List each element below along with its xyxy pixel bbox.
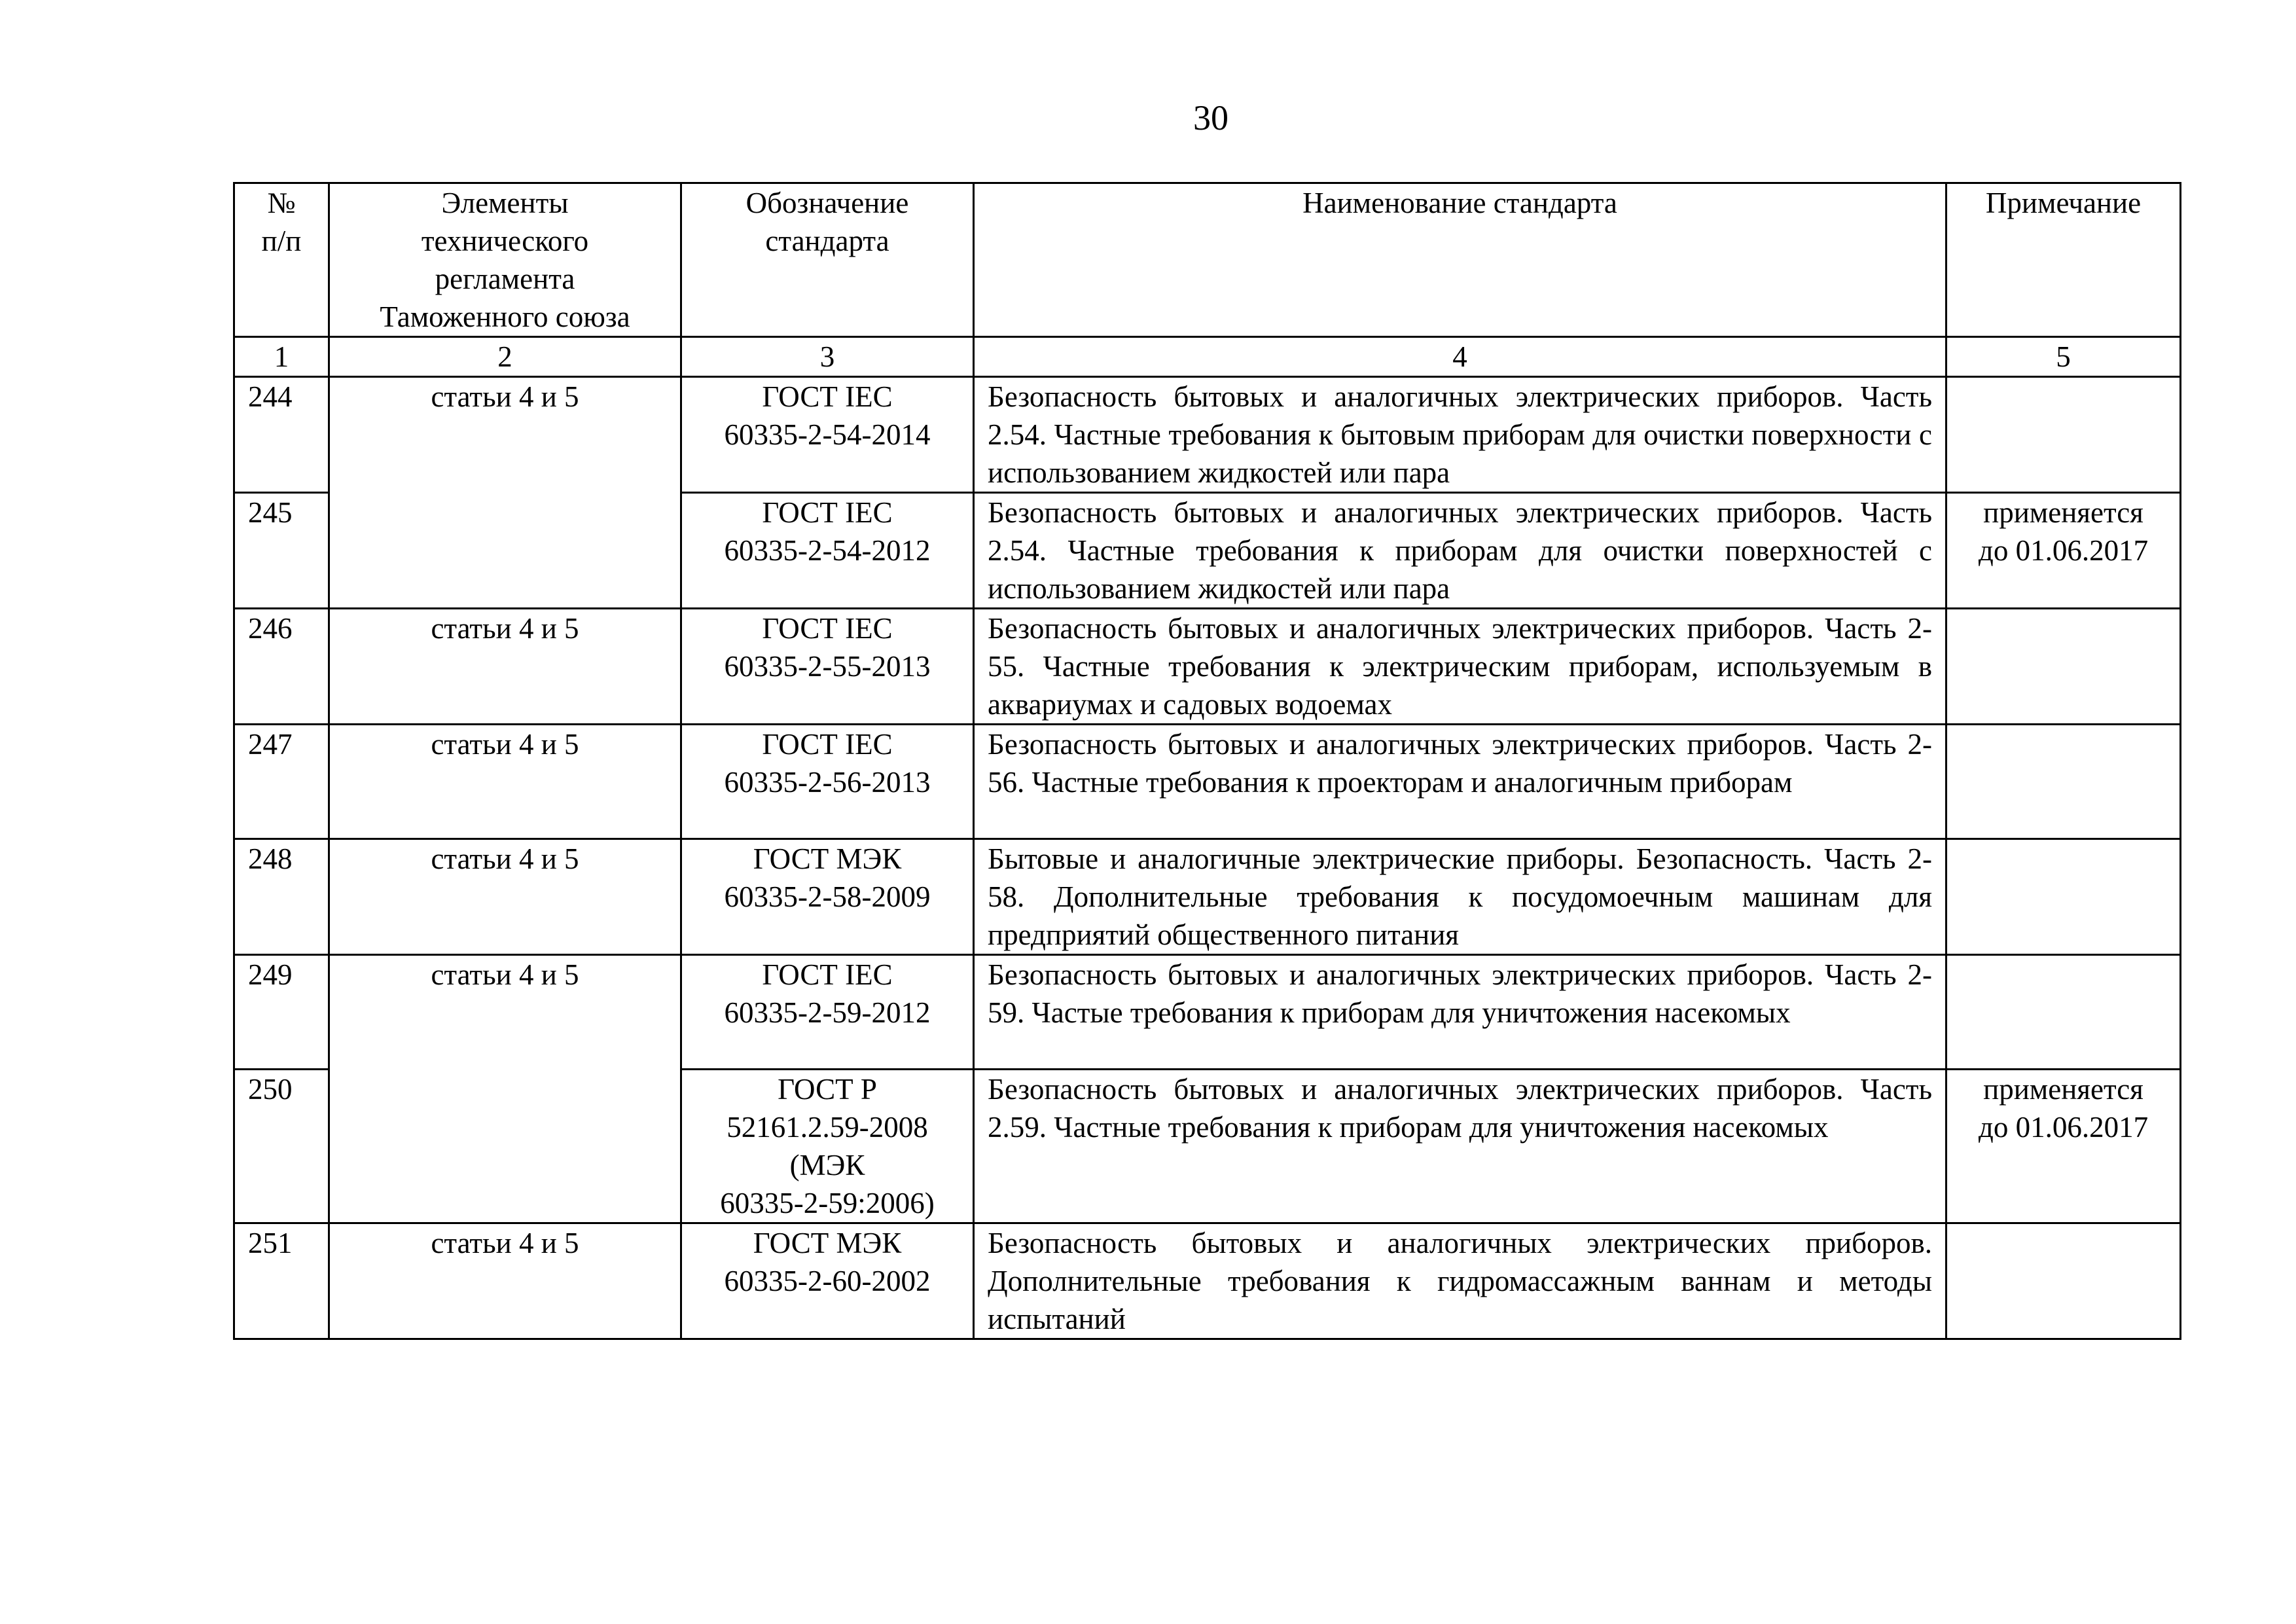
row-standard-name: Бытовые и аналогичные электрические приборы. Безопасность. Часть 2-58. Дополнительные требования к посудомоечным машинам для предприятий общественного питания [974,839,1946,955]
row-designation [681,1070,974,1223]
column-numbers-row [234,337,2181,377]
page-number: 30 [1193,98,1229,137]
header-text: № [267,187,296,219]
row-designation [681,839,974,955]
row-elements: статьи 4 и 5 [329,839,681,955]
row-elements: статьи 4 и 5 [329,377,681,609]
row-note [1946,839,2181,955]
row-note [1946,1223,2181,1339]
row-designation [681,955,974,1070]
standards-table [233,182,2181,1340]
row-standard-name: Безопасность бытовых и аналогичных электрических приборов. Часть 2-59. Частые требования к приборам для уничтожения насекомых [974,955,1946,1070]
table-header-row [234,183,2181,337]
row-number: 244 [234,377,329,493]
designation-line: ГОСТ IEC [762,612,893,645]
designation-line: 60335-2-59-2012 [724,996,931,1029]
row-note [1946,377,2181,493]
row-elements: статьи 4 и 5 [329,1223,681,1339]
header-text: технического [421,225,589,257]
designation-line: ГОСТ Р [778,1073,877,1106]
note-line: до 01.06.2017 [1978,1111,2149,1144]
row-note [1946,609,2181,725]
designation-line: 60335-2-59:2006) [720,1187,935,1219]
row-note [1946,493,2181,609]
table-row [234,955,2181,1070]
row-designation [681,377,974,493]
table-row [234,1223,2181,1339]
header-text: п/п [261,225,302,257]
column-number: 5 [1946,337,2181,377]
column-number: 1 [234,337,329,377]
table-row [234,377,2181,493]
column-number: 2 [329,337,681,377]
row-number: 250 [234,1070,329,1223]
row-standard-name: Безопасность бытовых и аналогичных электрических приборов. Часть 2.54. Частные требования к приборам для очистки поверхностей с использованием жидкостей или пара [974,493,1946,609]
row-standard-name: Безопасность бытовых и аналогичных электрических приборов. Дополнительные требования к гидромассажным ваннам и методы испытаний [974,1223,1946,1339]
designation-line: 52161.2.59-2008 [726,1111,928,1144]
row-standard-name: Безопасность бытовых и аналогичных электрических приборов. Часть 2.54. Частные требования к бытовым приборам для очистки поверхности с использованием жидкостей или пара [974,377,1946,493]
designation-line: ГОСТ IEC [762,958,893,991]
header-standard-name: Наименование стандарта [974,183,1946,337]
header-text: Таможенного союза [380,300,630,333]
header-text: Элементы [441,187,569,219]
row-standard-name: Безопасность бытовых и аналогичных электрических приборов. Часть 2-55. Частные требования к электрическим приборам, используемым в аквариумах и садовых водоемах [974,609,1946,725]
designation-line: ГОСТ IEC [762,728,893,761]
header-designation [681,183,974,337]
designation-line: ГОСТ МЭК [753,842,902,875]
column-number: 4 [974,337,1946,377]
row-number: 246 [234,609,329,725]
designation-line: 60335-2-54-2012 [724,534,931,567]
designation-line: (МЭК [789,1149,865,1182]
column-number: 3 [681,337,974,377]
header-note: Примечание [1946,183,2181,337]
header-elements [329,183,681,337]
table-row [234,725,2181,839]
row-elements: статьи 4 и 5 [329,725,681,839]
row-number: 251 [234,1223,329,1339]
designation-line: ГОСТ МЭК [753,1227,902,1259]
row-number: 248 [234,839,329,955]
designation-line: ГОСТ IEC [762,380,893,413]
row-designation [681,609,974,725]
row-designation [681,725,974,839]
row-number: 245 [234,493,329,609]
row-designation [681,1223,974,1339]
header-text: стандарта [765,225,889,257]
row-note [1946,955,2181,1070]
designation-line: 60335-2-55-2013 [724,650,931,683]
row-number: 249 [234,955,329,1070]
table-row [234,839,2181,955]
note-line: до 01.06.2017 [1978,534,2149,567]
header-text: регламента [435,262,575,295]
note-line: применяется [1983,496,2144,529]
row-elements: статьи 4 и 5 [329,955,681,1223]
header-number [234,183,329,337]
designation-line: 60335-2-54-2014 [724,418,931,451]
row-standard-name: Безопасность бытовых и аналогичных электрических приборов. Часть 2.59. Частные требования к приборам для уничтожения насекомых [974,1070,1946,1223]
table-row [234,609,2181,725]
row-standard-name: Безопасность бытовых и аналогичных электрических приборов. Часть 2-56. Частные требования к проекторам и аналогичным приборам [974,725,1946,839]
designation-line: ГОСТ IEC [762,496,893,529]
row-number: 247 [234,725,329,839]
row-designation [681,493,974,609]
row-elements: статьи 4 и 5 [329,609,681,725]
row-note [1946,725,2181,839]
designation-line: 60335-2-58-2009 [724,880,931,913]
note-line: применяется [1983,1073,2144,1106]
header-text: Обозначение [745,187,909,219]
row-note [1946,1070,2181,1223]
designation-line: 60335-2-60-2002 [724,1265,931,1297]
designation-line: 60335-2-56-2013 [724,766,931,799]
